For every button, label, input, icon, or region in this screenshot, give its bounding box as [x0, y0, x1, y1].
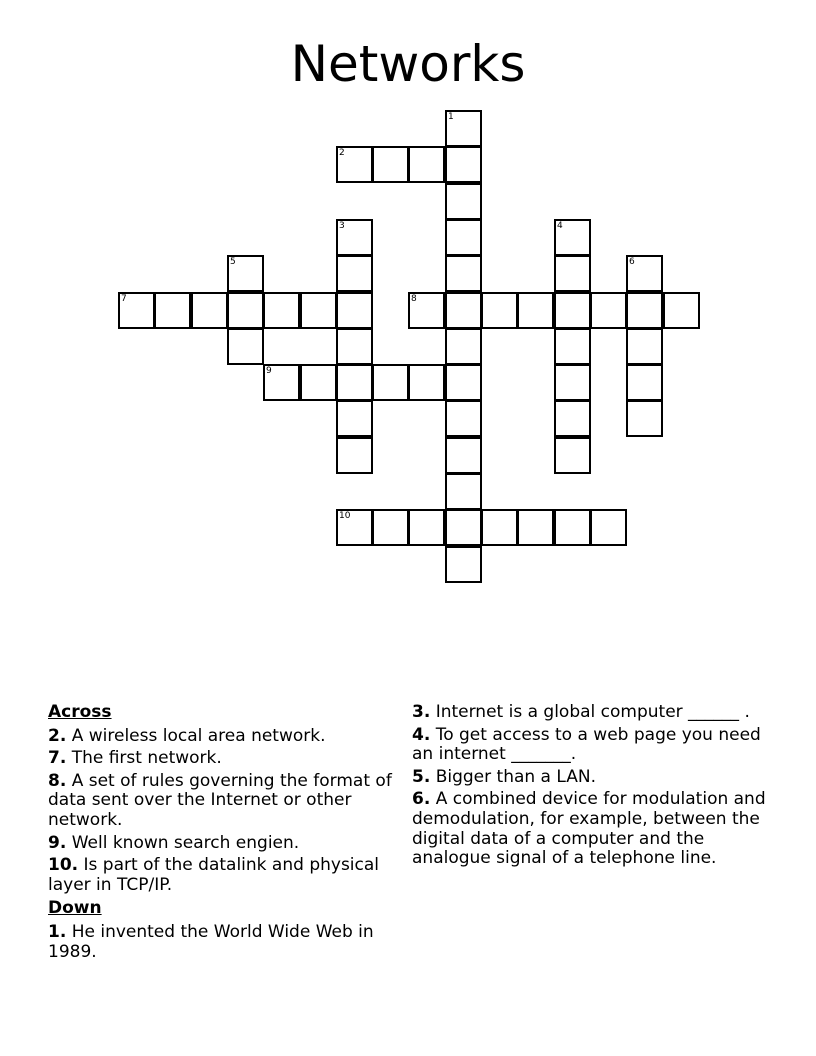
grid-cell[interactable] — [372, 146, 409, 183]
grid-cell[interactable] — [445, 364, 482, 401]
grid-cell[interactable] — [445, 437, 482, 474]
grid-cell[interactable] — [336, 292, 373, 329]
grid-cell[interactable] — [554, 328, 591, 365]
clue-number: 6 — [629, 257, 635, 267]
grid-cell[interactable] — [336, 146, 373, 183]
grid-cell[interactable] — [408, 292, 445, 329]
grid-cell[interactable] — [445, 146, 482, 183]
clue-number: 8 — [411, 294, 417, 304]
grid-cell[interactable] — [517, 509, 554, 546]
clues-right-column — [412, 703, 772, 872]
grid-cell[interactable] — [626, 364, 663, 401]
grid-cell[interactable] — [445, 219, 482, 256]
clues-left-column — [48, 703, 400, 965]
grid-cell[interactable] — [336, 400, 373, 437]
grid-cell[interactable] — [336, 328, 373, 365]
grid-cell[interactable] — [445, 255, 482, 292]
grid-cell[interactable] — [263, 364, 300, 401]
grid-cell[interactable] — [336, 364, 373, 401]
grid-cell[interactable] — [626, 292, 663, 329]
grid-cell[interactable] — [590, 509, 627, 546]
grid-cell[interactable] — [372, 509, 409, 546]
grid-cell[interactable] — [372, 364, 409, 401]
clue-down-6: 6. A combined device for modulation and demodulation, for example, between the digital data of a computer and the analogue signal of a telephone line. — [412, 789, 766, 869]
grid-cell[interactable] — [336, 219, 373, 256]
clue-number: 5 — [230, 257, 236, 267]
clue-number: 10 — [339, 511, 351, 521]
puzzle-title: Networks — [290, 35, 526, 93]
grid-cell[interactable] — [481, 292, 518, 329]
grid-cell[interactable] — [445, 328, 482, 365]
clue-down-1: 1. He invented the World Wide Web in 1989. — [48, 921, 374, 962]
down-heading: Down — [48, 898, 102, 919]
grid-cell[interactable] — [336, 255, 373, 292]
clue-across-9: 9. Well known search engien. — [48, 832, 300, 853]
grid-cell[interactable] — [408, 509, 445, 546]
clue-down-4: 4. To get access to a web page you need an internet _______. — [412, 724, 761, 765]
grid-cell[interactable] — [300, 292, 337, 329]
grid-cell[interactable] — [626, 255, 663, 292]
grid-cell[interactable] — [227, 255, 264, 292]
grid-cell[interactable] — [554, 219, 591, 256]
clue-across-2: 2. A wireless local area network. — [48, 725, 326, 746]
grid-cell[interactable] — [445, 110, 482, 147]
grid-cell[interactable] — [227, 328, 264, 365]
grid-cell[interactable] — [554, 255, 591, 292]
grid-cell[interactable] — [336, 437, 373, 474]
grid-cell[interactable] — [445, 292, 482, 329]
clue-across-8: 8. A set of rules governing the format of data sent over the Internet or other network. — [48, 770, 392, 830]
grid-cell[interactable] — [263, 292, 300, 329]
grid-cell[interactable] — [590, 292, 627, 329]
across-heading: Across — [48, 702, 112, 722]
grid-cell[interactable] — [481, 509, 518, 546]
grid-cell[interactable] — [663, 292, 700, 329]
grid-cell[interactable] — [408, 146, 445, 183]
grid-cell[interactable] — [300, 364, 337, 401]
grid-cell[interactable] — [154, 292, 191, 329]
grid-cell[interactable] — [445, 473, 482, 510]
grid-cell[interactable] — [227, 292, 264, 329]
grid-cell[interactable] — [554, 509, 591, 546]
grid-cell[interactable] — [554, 364, 591, 401]
grid-cell[interactable] — [191, 292, 228, 329]
grid-cell[interactable] — [445, 400, 482, 437]
grid-cell[interactable] — [445, 546, 482, 583]
clue-across-10: 10. Is part of the datalink and physical layer in TCP/IP. — [48, 855, 380, 895]
grid-cell[interactable] — [554, 292, 591, 329]
grid-cell[interactable] — [445, 509, 482, 546]
clue-number: 2 — [339, 148, 345, 158]
clue-number: 3 — [339, 221, 345, 231]
grid-cell[interactable] — [554, 400, 591, 437]
grid-cell[interactable] — [517, 292, 554, 329]
clue-number: 4 — [557, 221, 563, 231]
clue-across-7: 7. The first network. — [48, 748, 222, 769]
clue-down-3: 3. Internet is a global computer ______ . — [412, 702, 750, 722]
grid-cell[interactable] — [118, 292, 155, 329]
grid-cell[interactable] — [626, 400, 663, 437]
grid-cell[interactable] — [626, 328, 663, 365]
clue-number: 7 — [121, 294, 127, 304]
grid-cell[interactable] — [336, 509, 373, 546]
grid-cell[interactable] — [408, 364, 445, 401]
grid-cell[interactable] — [445, 183, 482, 220]
clue-number: 9 — [266, 366, 272, 376]
grid-cell[interactable] — [554, 437, 591, 474]
clue-down-5: 5. Bigger than a LAN. — [412, 766, 596, 787]
clue-number: 1 — [448, 112, 454, 122]
